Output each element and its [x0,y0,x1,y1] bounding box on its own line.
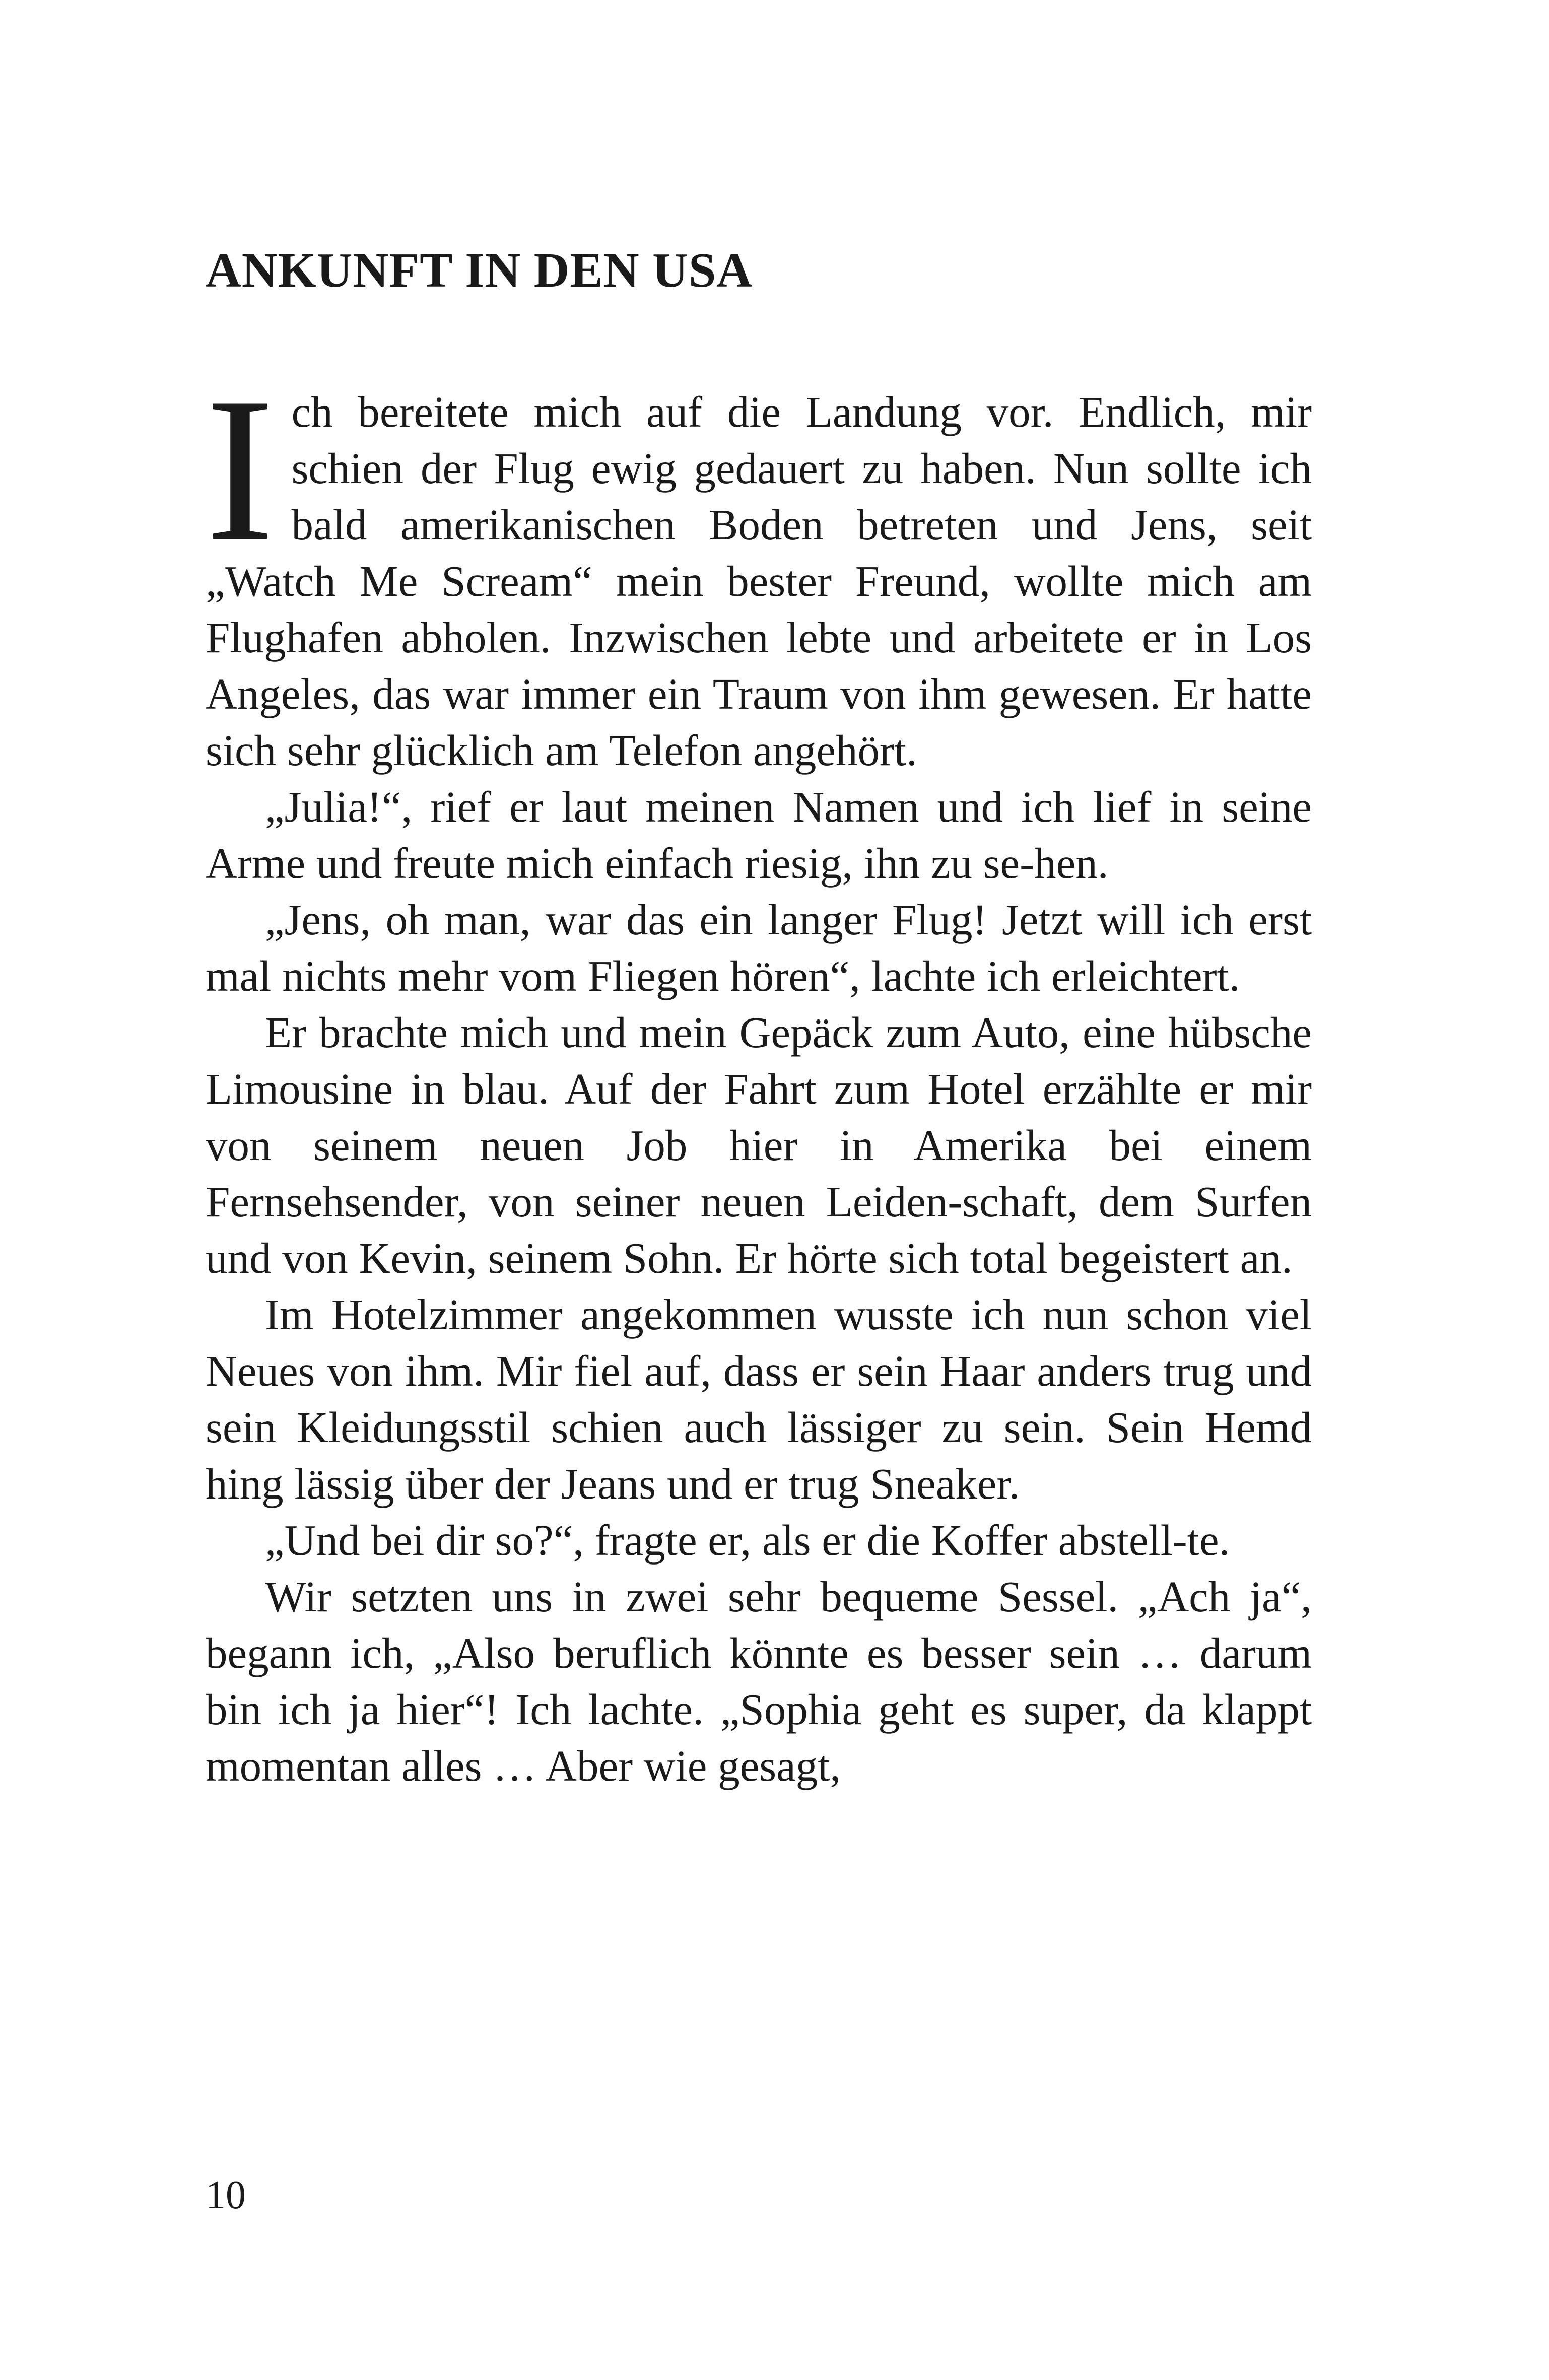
paragraph-7: Wir setzten uns in zwei sehr bequeme Sessel. „Ach ja“, begann ich, „Also beruflich könnte es besser sein … darum bin ich ja hier“! Ich lachte. „Sophia geht es super, da klappt momentan alles … Aber wie gesagt, [206,1572,1312,1790]
body-text [206,355,1312,1794]
paragraph-6: „Und bei dir so?“, fragte er, als er die Koffer abstell-te. [265,1516,1230,1565]
drop-cap: I [206,355,275,584]
paragraph-5: Im Hotelzimmer angekommen wusste ich nun schon viel Neues von ihm. Mir fiel auf, dass er sein Haar anders trug und sein Kleidungsstil schien auch lässiger zu sein. Sein Hemd hing lässig über der Jeans und er trug Sneaker. [206,1290,1312,1508]
paragraph-2: „Julia!“, rief er laut meinen Namen und ich lief in seine Arme und freute mich einfach riesig, ihn zu se-hen. [206,782,1312,888]
paragraph-1 [206,355,1312,779]
paragraph-3: „Jens, oh man, war das ein langer Flug! Jetzt will ich erst mal nichts mehr vom Fliegen hören“, lachte ich erleichtert. [206,895,1312,1000]
paragraph-1-text: ch bereitete mich auf die Landung vor. Endlich, mir schien der Flug ewig gedauert zu haben. Nun sollte ich bald amerikanischen Boden betreten und Jens, seit „Watch Me Scream“ mein bester Freund, wollte mich am Flughafen abholen. Inzwischen lebte und arbeitete er in Los Angeles, das war immer ein Traum von ihm gewesen. Er hatte sich sehr glücklich am Telefon angehört. [206,387,1312,775]
paragraph-4: Er brachte mich und mein Gepäck zum Auto, eine hübsche Limousine in blau. Auf der Fahrt zum Hotel erzählte er mir von seinem neuen Job hier in Amerika bei einem Fernsehsender, von seiner neuen Leiden-schaft, dem Surfen und von Kevin, seinem Sohn. Er hörte sich total begeistert an. [206,1008,1312,1282]
chapter-title: ANKUNFT IN DEN USA [206,243,753,298]
page-number: 10 [206,2173,246,2217]
